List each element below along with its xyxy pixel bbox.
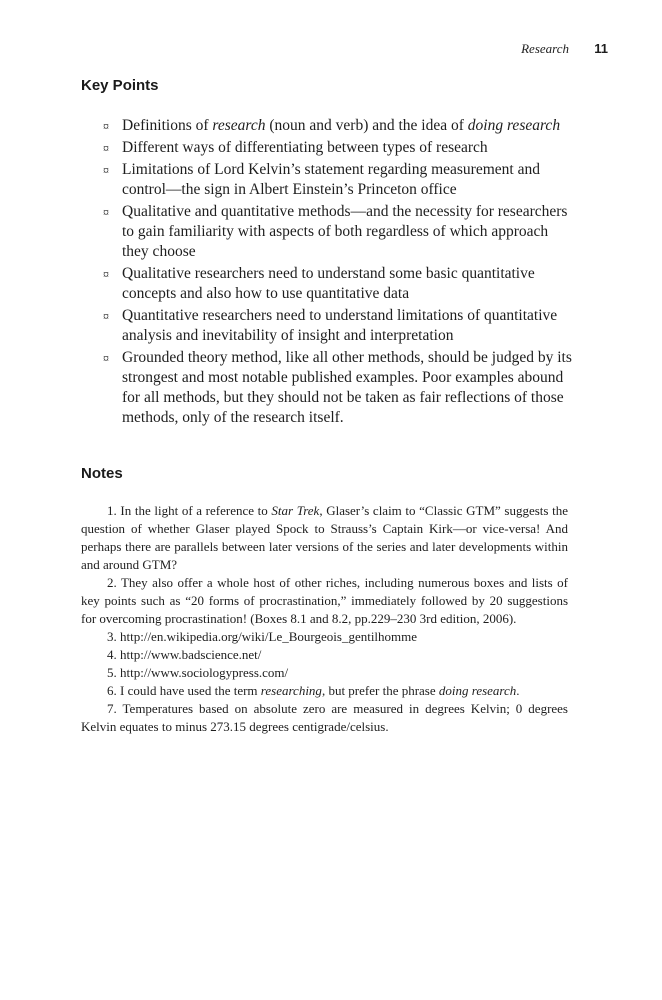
note-item: 2. They also offer a whole host of other riches, including numerous boxes and lists of key points such as “20 forms of procrastination,” immediately followed by 20 suggestions for overcoming procrastination! (Boxes 8.1 and 8.2, pp.229–230 3rd edition, 2006). [81,575,568,626]
key-point-item [103,138,573,158]
running-head-section: Research [521,41,569,56]
bullet-icon: ¤ [103,351,109,365]
note-item: 7. Temperatures based on absolute zero are measured in degrees Kelvin; 0 degrees Kelvin equates to minus 273.15 degrees centigrade/celsius. [81,701,568,734]
note-item: 3. http://en.wikipedia.org/wiki/Le_Bourgeois_gentilhomme [107,629,418,644]
key-point-text: Limitations of Lord Kelvin’s statement regarding measurement and control—the sign in Albert Einstein’s Princeton office [122,161,540,198]
bullet-icon: ¤ [103,205,109,219]
bullet-icon: ¤ [103,163,109,177]
note-item: 1. In the light of a reference to Star Trek, Glaser’s claim to “Classic GTM” suggests the question of whether Glaser played Spock to Strauss’s Captain Kirk—or vice-versa! And perhaps there are parallels between later versions of the series and later developments within and around GTM? [81,503,568,572]
key-point-text: Different ways of differentiating between types of research [122,139,488,156]
notes-list [81,502,568,736]
note-item: 6. I could have used the term researching, but prefer the phrase doing research. [107,683,520,698]
note-item: 5. http://www.sociologypress.com/ [107,665,289,680]
bullet-icon: ¤ [103,141,109,155]
key-point-text: Qualitative researchers need to understand some basic quantitative concepts and also how to use quantitative data [122,265,535,302]
notes-heading: Notes [81,465,123,482]
key-point-item [103,348,573,428]
key-point-item [103,306,573,346]
bullet-icon: ¤ [103,309,109,323]
bullet-icon: ¤ [103,267,109,281]
running-head [521,41,608,57]
key-points-heading: Key Points [81,77,159,94]
key-point-text: Quantitative researchers need to understand limitations of quantitative analysis and inevitability of insight and interpretation [122,307,558,344]
bullet-icon: ¤ [103,119,109,133]
key-point-item [103,202,573,262]
page-number: 11 [594,41,608,56]
key-point-text: Grounded theory method, like all other methods, should be judged by its strongest and most notable published examples. Poor examples abound for all methods, but they should not be taken as fair reflections of those methods, only of the research itself. [122,349,572,426]
key-point-item [103,160,573,200]
key-points-list [103,116,573,430]
key-point-text: Definitions of research (noun and verb) and the idea of doing research [122,117,561,134]
key-point-text: Qualitative and quantitative methods—and the necessity for researchers to gain familiarity with aspects of both regardless of which approach they choose [122,203,568,260]
key-point-item [103,264,573,304]
key-point-item [103,116,573,136]
note-item: 4. http://www.badscience.net/ [107,647,262,662]
